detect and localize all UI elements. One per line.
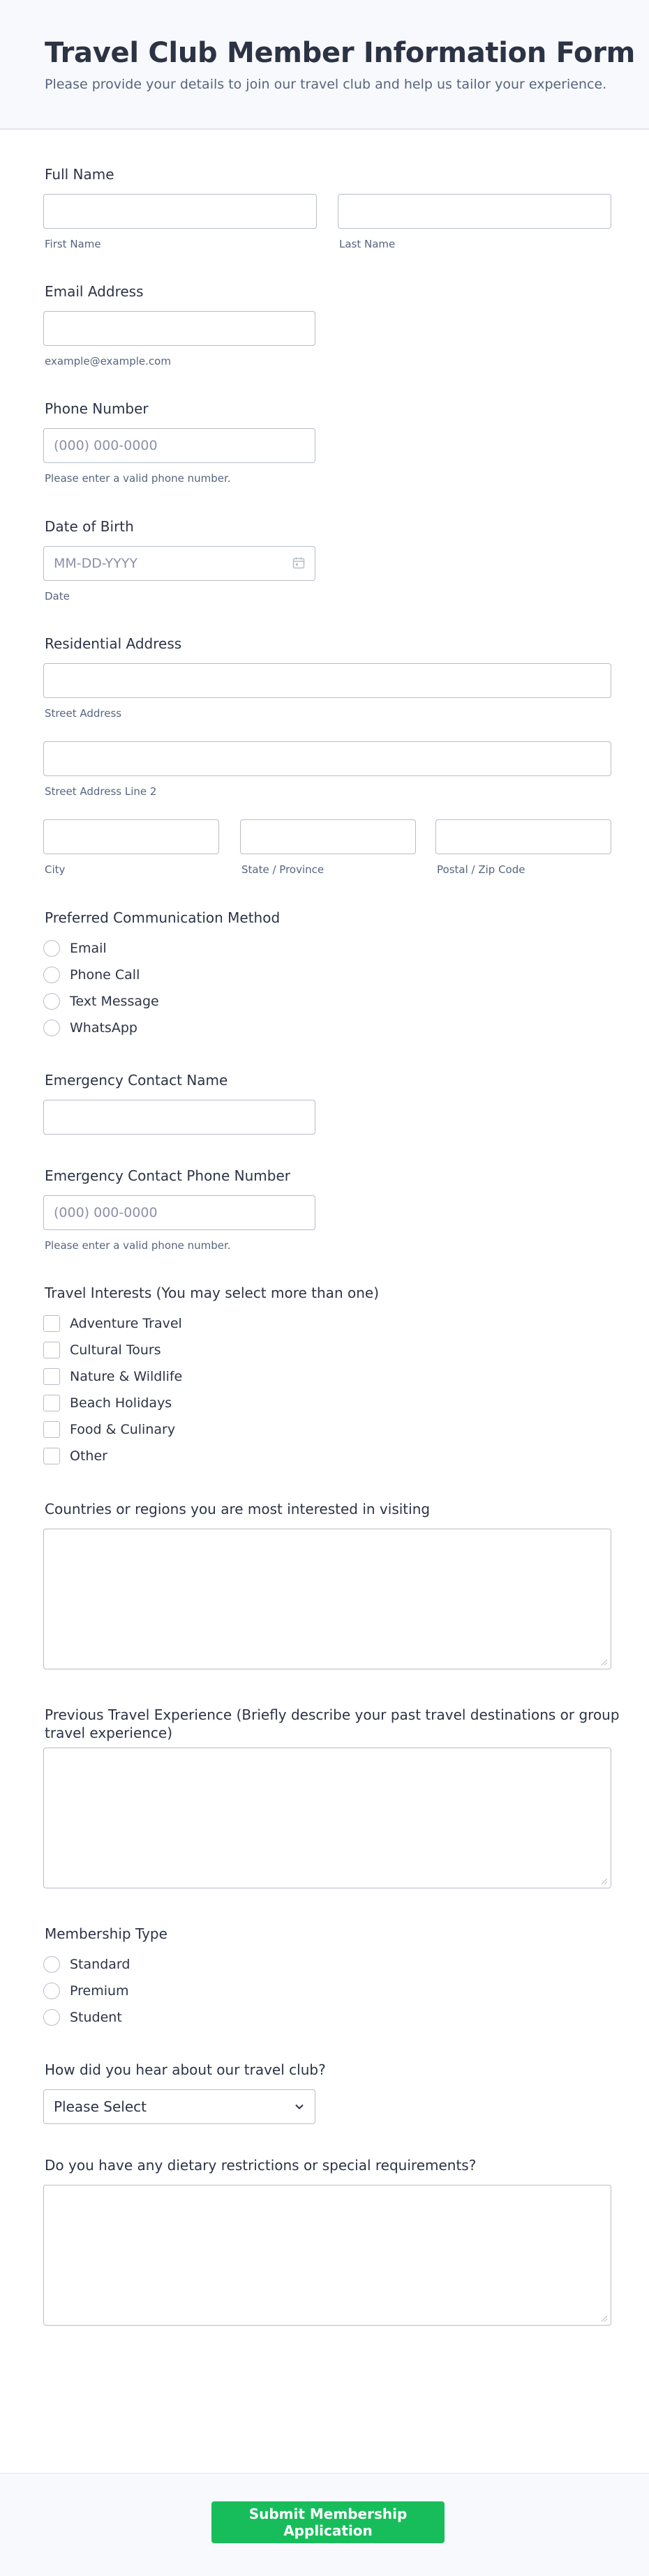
state-sublabel: State / Province (241, 863, 324, 876)
emergency-phone-input[interactable] (43, 1195, 315, 1230)
referral-select[interactable] (43, 2089, 315, 2124)
checkbox-option-cultural-tours[interactable]: Cultural Tours (43, 1340, 161, 1360)
referral-selected-value: Please Select (54, 2098, 147, 2115)
dob-label: Date of Birth (45, 518, 134, 535)
email-field[interactable] (43, 311, 315, 346)
radio-circle[interactable] (43, 1956, 60, 1973)
previous-experience-textarea[interactable] (43, 1748, 611, 1888)
resize-grip-icon[interactable] (601, 2315, 608, 2322)
first-name-input[interactable] (43, 194, 317, 229)
radio-option-text-message[interactable]: Text Message (43, 992, 159, 1011)
form-header (0, 0, 649, 130)
chevron-down-icon (294, 2101, 305, 2112)
checkbox-option-nature-wildlife[interactable]: Nature & Wildlife (43, 1367, 182, 1386)
radio-option-student[interactable]: Student (43, 2008, 122, 2027)
checkbox[interactable] (43, 1368, 60, 1385)
radio-circle[interactable] (43, 940, 60, 957)
street-address-line2-input[interactable] (43, 741, 611, 776)
address-label: Residential Address (45, 635, 182, 652)
last-name-sublabel: Last Name (339, 238, 396, 250)
full-name-label: Full Name (45, 166, 114, 183)
radio-circle[interactable] (43, 1983, 60, 1999)
radio-option-premium[interactable]: Premium (43, 1981, 129, 2001)
phone-label: Phone Number (45, 400, 149, 417)
city-input[interactable] (43, 819, 219, 854)
emergency-name-label: Emergency Contact Name (45, 1072, 228, 1089)
street-address-sublabel: Street Address (45, 707, 122, 720)
countries-label: Countries or regions you are most interested in visiting (45, 1501, 431, 1517)
form-subtitle: Please provide your details to join our travel club and help us tailor your experience. (45, 77, 607, 92)
countries-textarea[interactable] (43, 1529, 611, 1669)
checkbox-option-other[interactable]: Other (43, 1446, 107, 1466)
zip-input[interactable] (435, 819, 611, 854)
radio-option-phone-call[interactable]: Phone Call (43, 965, 140, 985)
checkbox[interactable] (43, 1315, 60, 1332)
resize-grip-icon[interactable] (601, 1659, 608, 1666)
email-sublabel: example@example.com (45, 355, 171, 368)
calendar-icon[interactable] (292, 556, 305, 569)
submit-button[interactable]: Submit Membership Application (211, 2501, 445, 2543)
dietary-label: Do you have any dietary restrictions or special requirements? (45, 2157, 477, 2174)
dob-sublabel: Date (45, 590, 70, 603)
checkbox[interactable] (43, 1421, 60, 1438)
interests-label: Travel Interests (You may select more than one) (45, 1285, 379, 1301)
street-address-input[interactable] (43, 663, 611, 698)
checkbox[interactable] (43, 1395, 60, 1411)
membership-label: Membership Type (45, 1925, 167, 1942)
resize-grip-icon[interactable] (601, 1878, 608, 1885)
radio-circle[interactable] (43, 1020, 60, 1036)
checkbox-option-adventure-travel[interactable]: Adventure Travel (43, 1314, 182, 1333)
street-address-line2-sublabel: Street Address Line 2 (45, 785, 157, 798)
city-sublabel: City (45, 863, 66, 876)
dob-placeholder: MM-DD-YYYY (54, 556, 137, 571)
radio-circle[interactable] (43, 2009, 60, 2026)
checkbox-option-beach-holidays[interactable]: Beach Holidays (43, 1393, 172, 1413)
emergency-phone-label: Emergency Contact Phone Number (45, 1167, 290, 1184)
email-label: Email Address (45, 283, 144, 300)
phone-placeholder: (000) 000-0000 (54, 438, 158, 453)
checkbox-option-food-culinary[interactable]: Food & Culinary (43, 1420, 175, 1439)
phone-input[interactable] (43, 428, 315, 463)
communication-label: Preferred Communication Method (45, 909, 281, 926)
zip-sublabel: Postal / Zip Code (437, 863, 525, 876)
checkbox[interactable] (43, 1448, 60, 1464)
checkbox[interactable] (43, 1342, 60, 1358)
emergency-name-input[interactable] (43, 1100, 315, 1135)
phone-sublabel: Please enter a valid phone number. (45, 472, 231, 485)
referral-label: How did you hear about our travel club? (45, 2061, 326, 2078)
previous-experience-label-line2: travel experience) (45, 1725, 173, 1741)
radio-circle[interactable] (43, 993, 60, 1010)
first-name-sublabel: First Name (45, 238, 101, 250)
emergency-phone-sublabel: Please enter a valid phone number. (45, 1239, 231, 1252)
previous-experience-label-line1: Previous Travel Experience (Briefly describe your past travel destinations or group (45, 1706, 620, 1723)
radio-circle[interactable] (43, 967, 60, 983)
form-footer (0, 2473, 649, 2576)
emergency-phone-placeholder: (000) 000-0000 (54, 1205, 158, 1220)
radio-option-standard[interactable]: Standard (43, 1955, 130, 1974)
radio-option-whatsapp[interactable]: WhatsApp (43, 1018, 137, 1038)
form-title: Travel Club Member Information Form (45, 37, 636, 69)
state-input[interactable] (240, 819, 416, 854)
last-name-input[interactable] (338, 194, 611, 229)
dietary-textarea[interactable] (43, 2185, 611, 2326)
radio-option-email[interactable]: Email (43, 939, 107, 958)
dob-input[interactable] (43, 546, 315, 581)
